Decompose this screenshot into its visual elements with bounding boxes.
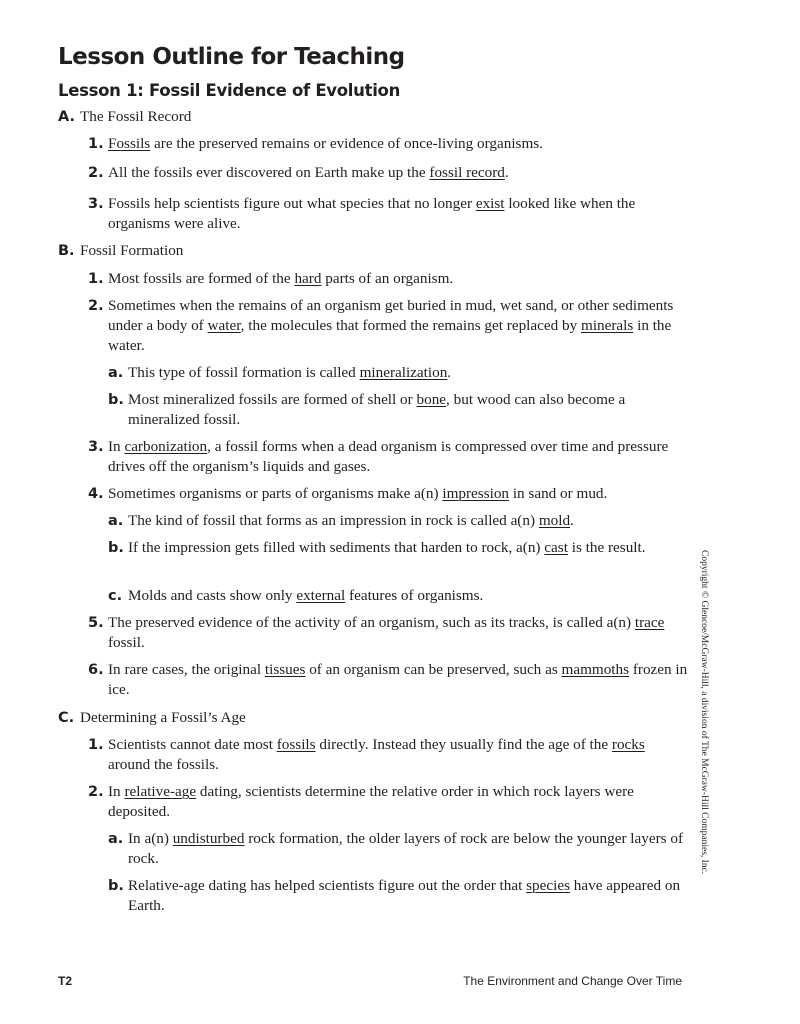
- outline-item-label: 1.: [88, 271, 104, 287]
- section-heading: [58, 241, 698, 261]
- text-segment: fossil.: [108, 634, 145, 651]
- answer-term: Fossils: [108, 135, 151, 152]
- answer-term: relative-age: [124, 783, 197, 800]
- text-segment: .: [504, 164, 509, 181]
- text-segment: looked like when the organisms were alive.: [108, 195, 636, 232]
- answer-term: tissues: [264, 661, 306, 678]
- outline-item-text: [108, 613, 688, 653]
- text-segment: dating, scientists determine the relative order in which rock layers were deposited.: [108, 783, 634, 820]
- answer-term: rocks: [611, 736, 645, 753]
- text-segment: Sometimes organisms or parts of organisms make a(n): [108, 485, 443, 502]
- text-segment: frozen in ice.: [108, 661, 688, 698]
- text-segment: Most mineralized fossils are formed of shell or: [128, 391, 417, 408]
- outline-item: [88, 296, 688, 356]
- answer-term: exist: [475, 195, 505, 212]
- outline-subitem-text: [128, 390, 688, 430]
- answer-term: water: [207, 317, 241, 334]
- section-heading-text: Determining a Fossil’s Age: [80, 709, 246, 726]
- text-segment: , but wood can also become a mineralized fossil.: [128, 391, 626, 428]
- text-segment: Relative-age dating has helped scientists figure out the order that: [128, 877, 527, 894]
- page-number: T2: [58, 974, 73, 988]
- outline-subitem: [108, 511, 688, 531]
- section-heading-text: Fossil Formation: [80, 242, 184, 259]
- answer-term: hard: [294, 270, 322, 287]
- text-segment: Fossils help scientists figure out what species that no longer: [108, 195, 476, 212]
- outline-subitem-label: b.: [108, 392, 124, 408]
- lesson-title: Lesson 1: Fossil Evidence of Evolution: [58, 81, 401, 100]
- copyright-notice: Copyright © Glencoe/McGraw-Hill, a division of The McGraw-Hill Companies, Inc.: [699, 550, 709, 875]
- answer-term: mammoths: [561, 661, 630, 678]
- outline-item: [88, 163, 688, 183]
- answer-term: fossils: [276, 736, 316, 753]
- text-segment: rock formation, the older layers of rock are below the younger layers of rock.: [128, 830, 684, 867]
- outline-subitem-text: [128, 829, 688, 869]
- text-segment: .: [570, 512, 574, 529]
- outline-item: [88, 735, 688, 775]
- text-segment: features of organisms.: [345, 587, 484, 604]
- outline-subitem: [108, 876, 688, 916]
- outline-item-text: [108, 484, 688, 504]
- text-segment: around the fossils.: [108, 756, 219, 773]
- outline-item-label: 2.: [88, 784, 104, 800]
- outline-subitem: [108, 390, 688, 430]
- text-segment: Sometimes when the remains of an organism get buried in mud, wet sand, or other sediments under a body of: [108, 297, 674, 334]
- outline-subitem: [108, 363, 688, 383]
- outline-item: [88, 613, 688, 653]
- outline-item-text: [108, 735, 688, 775]
- answer-term: carbonization: [124, 438, 208, 455]
- outline-item: [88, 269, 688, 289]
- outline-subitem-label: b.: [108, 540, 124, 556]
- outline-item-label: 5.: [88, 615, 104, 631]
- text-segment: in sand or mud.: [509, 485, 608, 502]
- answer-term: undisturbed: [172, 830, 245, 847]
- outline-item-text: [108, 134, 688, 154]
- outline-item: [88, 660, 688, 700]
- text-segment: Scientists cannot date most: [108, 736, 277, 753]
- outline-item-label: 1.: [88, 136, 104, 152]
- text-segment: , the molecules that formed the remains get replaced by: [240, 317, 581, 334]
- text-segment: Molds and casts show only: [128, 587, 297, 604]
- text-segment: .: [447, 364, 452, 381]
- text-segment: In a(n): [128, 830, 173, 847]
- outline-item-text: [108, 194, 688, 234]
- outline-item-label: 3.: [88, 196, 104, 212]
- section-heading: [58, 708, 698, 728]
- outline-item-label: 3.: [88, 439, 104, 455]
- outline-item-text: [108, 437, 688, 477]
- answer-term: mineralization: [359, 364, 448, 381]
- text-segment: In: [108, 783, 125, 800]
- outline-subitem: [108, 538, 688, 558]
- answer-term: fossil record: [429, 164, 505, 181]
- text-segment: All the fossils ever discovered on Earth make up the: [108, 164, 430, 181]
- text-segment: The kind of fossil that forms as an impression in rock is called a(n): [128, 512, 539, 529]
- answer-term: species: [526, 877, 570, 894]
- outline-item-label: 2.: [88, 165, 104, 181]
- text-segment: This type of fossil formation is called: [128, 364, 360, 381]
- outline-item-text: [108, 163, 688, 183]
- outline-item: [88, 782, 688, 822]
- answer-term: external: [296, 587, 346, 604]
- text-segment: are the preserved remains or evidence of once-living organisms.: [150, 135, 543, 152]
- outline-item: [88, 134, 688, 154]
- answer-term: bone: [416, 391, 447, 408]
- section-heading-text: The Fossil Record: [80, 108, 192, 125]
- outline-subitem-label: c.: [108, 588, 123, 604]
- outline-subitem: [108, 829, 688, 869]
- section-heading: [58, 107, 698, 127]
- outline-item-label: 4.: [88, 486, 104, 502]
- outline-subitem-label: a.: [108, 831, 124, 847]
- outline-subitem-text: [128, 538, 688, 558]
- outline-item-text: [108, 782, 688, 822]
- text-segment: The preserved evidence of the activity of an organism, such as its tracks, is called a(n): [108, 614, 635, 631]
- answer-term: minerals: [581, 317, 634, 334]
- outline-subitem-label: a.: [108, 513, 124, 529]
- outline-subitem-text: [128, 511, 688, 531]
- section-heading-label: A.: [58, 109, 75, 125]
- text-segment: In rare cases, the original: [108, 661, 265, 678]
- text-segment: in the water.: [108, 317, 672, 354]
- outline-subitem-label: b.: [108, 878, 124, 894]
- text-segment: have appeared on Earth.: [128, 877, 681, 914]
- section-heading-label: C.: [58, 710, 75, 726]
- outline-item: [88, 484, 688, 504]
- outline-item-text: [108, 296, 688, 356]
- section-heading-label: B.: [58, 243, 75, 259]
- unit-title: The Environment and Change Over Time: [463, 974, 682, 988]
- outline-item: [88, 437, 688, 477]
- text-segment: of an organism can be preserved, such as: [305, 661, 562, 678]
- answer-term: impression: [442, 485, 510, 502]
- outline-subitem-text: [128, 876, 688, 916]
- answer-term: trace: [634, 614, 665, 631]
- page-title: Lesson Outline for Teaching: [58, 44, 405, 70]
- text-segment: In: [108, 438, 125, 455]
- text-segment: is the result.: [567, 539, 646, 556]
- text-segment: directly. Instead they usually find the age of the: [315, 736, 612, 753]
- outline-item-label: 6.: [88, 662, 104, 678]
- outline-item-label: 1.: [88, 737, 104, 753]
- outline-item-text: [108, 269, 688, 289]
- outline-subitem-label: a.: [108, 365, 124, 381]
- answer-term: cast: [544, 539, 568, 556]
- text-segment: If the impression gets filled with sediments that harden to rock, a(n): [128, 539, 545, 556]
- answer-term: mold: [538, 512, 571, 529]
- outline-subitem: [108, 586, 688, 606]
- text-segment: , a fossil forms when a dead organism is compressed over time and pressure drives off the organism’s liquids and gases.: [108, 438, 669, 475]
- text-segment: parts of an organism.: [321, 270, 454, 287]
- text-segment: Most fossils are formed of the: [108, 270, 295, 287]
- outline-item-label: 2.: [88, 298, 104, 314]
- outline-subitem-text: [128, 363, 688, 383]
- outline-item: [88, 194, 688, 234]
- outline-subitem-text: [128, 586, 688, 606]
- outline-item-text: [108, 660, 688, 700]
